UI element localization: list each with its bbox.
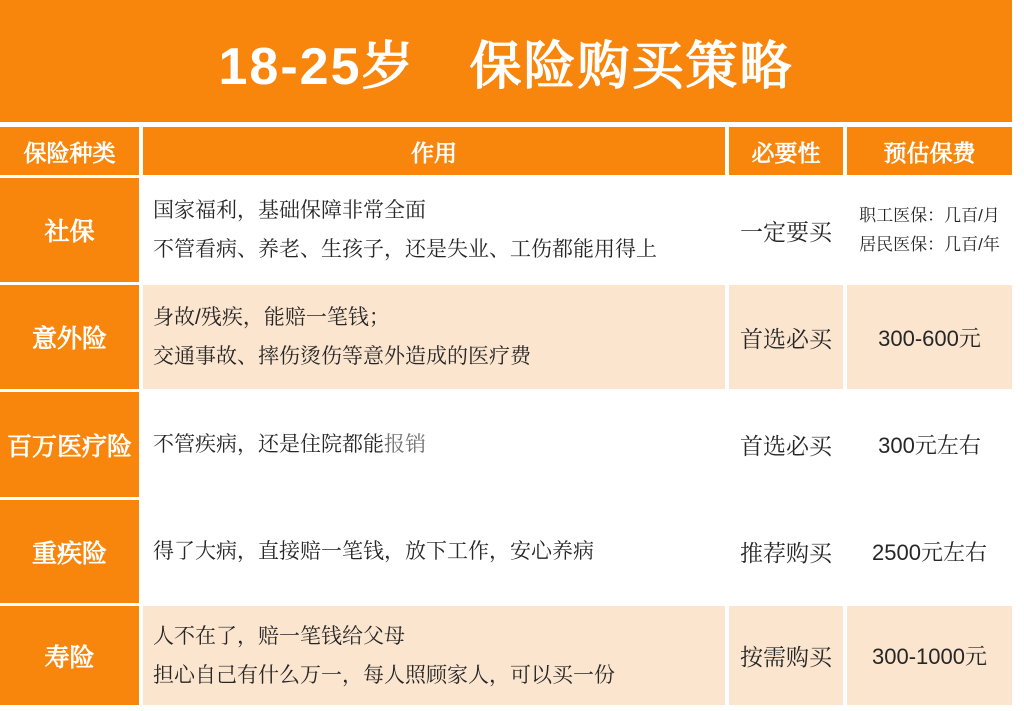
column-header-insurance-type: 保险种类 (0, 127, 139, 175)
column-header-estimated-premium: 预估保费 (847, 127, 1012, 175)
premium-line: 职工医保：几百/月 (859, 206, 1000, 225)
effect-cell (143, 606, 725, 705)
effect-text-muted: 报销 (384, 433, 426, 456)
category-cell-shebao: 社保 (0, 178, 139, 282)
premium-cell: 2500元左右 (847, 500, 1012, 603)
premium-cell: 300-1000元 (847, 606, 1012, 705)
column-header-necessity: 必要性 (729, 127, 843, 175)
effect-text: 不管疾病，还是住院都能 (153, 433, 384, 456)
category-cell-zhongjixian: 重疾险 (0, 500, 139, 603)
effect-cell (143, 392, 725, 497)
column-header-effect: 作用 (143, 127, 725, 175)
category-cell-yiwaixian: 意外险 (0, 285, 139, 389)
necessity-cell: 推荐购买 (729, 500, 843, 603)
effect-line: 交通事故、摔伤烫伤等意外造成的医疗费 (153, 345, 531, 368)
effect-line (153, 425, 426, 464)
effect-cell (143, 500, 725, 603)
category-cell-shouxian: 寿险 (0, 606, 139, 705)
premium-lines (859, 201, 1000, 259)
category-cell-baiwanyiliaoxian: 百万医疗险 (0, 392, 139, 497)
necessity-cell: 一定要买 (729, 178, 843, 282)
premium-cell: 300-600元 (847, 285, 1012, 389)
effect-line: 得了大病，直接赔一笔钱，放下工作，安心养病 (153, 540, 594, 563)
effect-line: 不管看病、养老、生孩子，还是失业、工伤都能用得上 (153, 238, 657, 261)
title-banner (0, 0, 1012, 122)
page-title: 18-25岁 保险购买策略 (218, 37, 794, 96)
effect-line: 担心自己有什么万一，每人照顾家人，可以买一份 (153, 663, 615, 687)
effect-line: 国家福利，基础保障非常全面 (153, 199, 426, 222)
premium-line: 居民医保：几百/年 (859, 235, 1000, 254)
necessity-cell: 首选必买 (729, 392, 843, 497)
effect-cell (143, 285, 725, 389)
effect-line: 身故/残疾，能赔一笔钱； (153, 306, 390, 329)
insurance-table (0, 127, 1012, 705)
necessity-cell: 按需购买 (729, 606, 843, 705)
necessity-cell: 首选必买 (729, 285, 843, 389)
effect-line: 人不在了，赔一笔钱给父母 (153, 624, 405, 648)
effect-cell (143, 178, 725, 282)
premium-cell (847, 178, 1012, 282)
premium-cell: 300元左右 (847, 392, 1012, 497)
